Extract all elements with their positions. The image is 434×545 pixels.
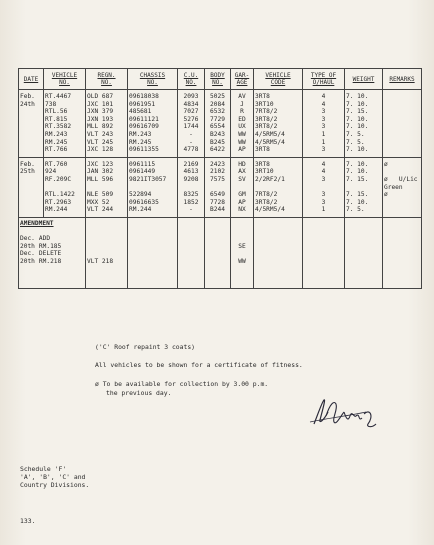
- cu-value: -: [189, 138, 193, 146]
- cell-cu: [178, 90, 205, 158]
- code-value: 7RT8/2: [255, 191, 278, 199]
- chassis-value: RM.245: [129, 138, 152, 146]
- chassis-value: 0961449: [129, 168, 156, 176]
- regn-value: NLE 509: [87, 191, 114, 199]
- type-value: 3: [321, 146, 326, 154]
- page-number: 133.: [20, 517, 36, 525]
- spacer: [87, 220, 126, 228]
- type-value: 3: [321, 175, 326, 183]
- garage-value: UX: [238, 123, 246, 131]
- remarks-value: ø: [384, 160, 388, 168]
- cell-amendment-type: [303, 217, 345, 288]
- regn-value: MXX 52: [87, 198, 110, 206]
- date-line: 25th: [20, 168, 35, 176]
- weight-value: 7. 5.: [346, 206, 365, 214]
- cell-regn: [86, 90, 128, 158]
- header-remarks: REMARKS: [383, 69, 422, 90]
- weight-value: 7. 5.: [346, 130, 365, 138]
- chassis-value: 9821IT3057: [129, 175, 167, 183]
- body-value: 2102: [210, 168, 225, 176]
- header-weight: WEIGHT: [345, 69, 383, 90]
- header-garage: GAR- AGE: [231, 69, 254, 90]
- header-cu: C.U. NO.: [178, 69, 205, 90]
- vehicle-value: RT.3582: [45, 123, 72, 131]
- body-value: B244: [210, 206, 225, 214]
- cell-amendment-weight: [345, 217, 383, 288]
- chassis-value: 09618038: [129, 93, 159, 100]
- header-date: DATE: [19, 69, 44, 90]
- cell-amendment-body: [205, 217, 231, 288]
- weight-value: 7. 10.: [346, 115, 369, 123]
- weight-value: 7. 10.: [346, 168, 369, 176]
- spacer: [20, 228, 84, 236]
- type-value: 3: [321, 115, 326, 123]
- vehicle-value: RTL.56: [45, 108, 68, 116]
- regn-value: JXN 193: [87, 115, 114, 123]
- signature: [308, 394, 378, 432]
- type-value: [304, 184, 343, 192]
- amendment-date: Dec.: [20, 250, 35, 258]
- note-collection-line2: the previous day.: [106, 389, 172, 397]
- cell-body: [205, 90, 231, 158]
- cell-vehicle: [44, 90, 86, 158]
- weight-value: 7. 15.: [346, 175, 369, 183]
- cell-garage: [231, 90, 254, 158]
- body-value: 2084: [210, 100, 225, 108]
- weight-value: 7. 10.: [346, 123, 369, 131]
- body-value: 7729: [210, 115, 225, 123]
- garage-value: SV: [238, 175, 246, 183]
- weight-value: 7. 10.: [346, 160, 369, 168]
- type-value: 3: [321, 123, 326, 131]
- vehicle-value: RTL.1422: [45, 191, 75, 199]
- amendment-garage: [232, 235, 252, 243]
- type-value: 4: [321, 100, 326, 108]
- garage-value: HD: [238, 160, 246, 168]
- garage-value: AX: [238, 168, 246, 176]
- remarks-value: [384, 101, 420, 109]
- vehicle-value: 738: [45, 100, 57, 108]
- body-value: 6532: [210, 108, 225, 116]
- schedule-footer: [20, 465, 89, 489]
- garage-value: AV: [238, 93, 246, 100]
- cell-body: [205, 157, 231, 217]
- cell-type: [303, 157, 345, 217]
- table-header-row: [19, 69, 422, 90]
- amendment-regn: [87, 243, 126, 251]
- weight-value: [346, 184, 381, 192]
- vehicle-value: RT.2963: [45, 198, 72, 206]
- cell-regn: [86, 157, 128, 217]
- remarks-value: ø: [384, 191, 388, 199]
- regn-value: JXC 123: [87, 160, 114, 168]
- amendment-garage: SE: [238, 242, 246, 250]
- remarks-value: [384, 146, 420, 154]
- weight-value: 7. 15.: [346, 191, 369, 199]
- remarks-value: [384, 206, 420, 214]
- cu-value: 5276: [183, 115, 199, 123]
- cu-value: 2093: [183, 93, 199, 100]
- chassis-value: 0961115: [129, 160, 156, 168]
- amendment-regn: VLT 218: [87, 257, 114, 265]
- cu-value: 4778: [183, 146, 199, 154]
- cell-chassis: [128, 90, 178, 158]
- cell-code: [254, 90, 303, 158]
- chassis-value: 0961951: [129, 100, 156, 108]
- cu-value: -: [189, 130, 193, 138]
- cell-code: [254, 157, 303, 217]
- regn-value: JAN 302: [87, 168, 114, 176]
- regn-value: MLL 892: [87, 123, 114, 131]
- amendment-line: [20, 258, 84, 266]
- cu-value: 4834: [183, 100, 199, 108]
- code-value: 3RT8/2: [255, 115, 278, 123]
- cell-amendment-cu: [178, 217, 205, 288]
- cell-weight: [345, 90, 383, 158]
- code-value: 3RT8/2: [255, 123, 278, 131]
- regn-value: MLL 596: [87, 175, 114, 183]
- body-value: 6549: [210, 191, 225, 199]
- vehicle-value: RT.4467: [45, 93, 72, 100]
- type-value: 3: [321, 191, 326, 199]
- vehicle-value: RF.209C: [45, 175, 72, 183]
- type-value: 1: [321, 206, 326, 214]
- body-value: 5025: [210, 93, 225, 100]
- vehicle-value: RM.244: [45, 206, 68, 214]
- regn-value: [87, 184, 126, 192]
- amendment-regn: [87, 235, 126, 243]
- cell-remarks: [383, 157, 422, 217]
- header-vehicle: VEHICLE NO.: [44, 69, 86, 90]
- cell-date: [19, 90, 44, 158]
- chassis-value: 522894: [129, 191, 152, 199]
- cell-amendment-chassis: [128, 217, 178, 288]
- garage-value: AP: [238, 146, 246, 154]
- regn-value: JXN 379: [87, 108, 114, 116]
- chassis-value: 09611355: [129, 146, 159, 154]
- header-type: TYPE OF O/HAUL: [303, 69, 345, 90]
- cell-garage: [231, 157, 254, 217]
- body-value: [206, 184, 229, 192]
- remarks-value: ø U/Lic: [384, 175, 418, 183]
- garage-value: ED: [238, 115, 246, 123]
- amendment-garage: [232, 250, 252, 258]
- cell-cu: [178, 157, 205, 217]
- date-line: Feb.: [20, 93, 35, 100]
- vehicle-value: RT.760: [45, 160, 68, 168]
- code-value: 4/5RM5/4: [255, 130, 285, 138]
- cell-vehicle: [44, 157, 86, 217]
- vehicle-schedule-table: [18, 68, 422, 289]
- amendment-vehicle: RM.218: [38, 257, 62, 265]
- cu-value: 7027: [183, 108, 199, 116]
- type-value: 1: [321, 130, 326, 138]
- cu-value: 9208: [183, 175, 199, 183]
- cu-value: [179, 184, 203, 192]
- remarks-value: [384, 116, 420, 124]
- remarks-value: [384, 108, 420, 116]
- footer-line-3: Country Divisions.: [20, 481, 90, 489]
- weight-value: 7. 10.: [346, 198, 369, 206]
- body-value: 7575: [210, 175, 225, 183]
- cu-value: -: [189, 206, 193, 214]
- chassis-value: 485681: [129, 108, 152, 116]
- header-regn: REGN. NO.: [86, 69, 128, 90]
- regn-value: OLD 687: [87, 93, 114, 100]
- vehicle-value: [45, 184, 84, 192]
- code-value: 2/2RF2/1: [255, 175, 285, 183]
- cu-value: 1852: [183, 198, 199, 206]
- chassis-value: RM.243: [129, 130, 152, 138]
- amendment-date: 20th: [20, 242, 35, 250]
- remarks-value: [384, 123, 420, 131]
- garage-value: GM: [238, 191, 246, 199]
- spacer: [87, 228, 126, 236]
- cell-type: [303, 90, 345, 158]
- cu-value: 1744: [183, 123, 199, 131]
- chassis-value: 09616709: [129, 123, 159, 131]
- cell-amendment: [19, 217, 86, 288]
- date-line: Feb.: [20, 160, 35, 168]
- note-roof-repaint: ('C' Roof repaint 3 coats): [95, 343, 196, 351]
- garage-value: AP: [238, 198, 246, 206]
- code-value: 3RT8: [255, 160, 270, 168]
- cell-amendment-code: [254, 217, 303, 288]
- regn-value: VLT 243: [87, 130, 114, 138]
- table-row-amendment: [19, 217, 422, 288]
- footer-line-2: 'A', 'B', 'C' and: [20, 473, 86, 481]
- vehicle-value: RT.766: [45, 146, 68, 154]
- table-row-group: [19, 90, 422, 158]
- regn-value: JXC 101: [87, 100, 114, 108]
- garage-value: R: [240, 108, 244, 116]
- amendment-vehicle: ADD: [38, 235, 51, 243]
- amendment-line: [20, 250, 84, 258]
- remarks-value: [384, 168, 420, 176]
- date-line: 24th: [20, 100, 35, 108]
- table-row-group: [19, 157, 422, 217]
- body-value: 6554: [210, 123, 225, 131]
- code-value: 7RT8/2: [255, 108, 278, 116]
- amendment-vehicle: DELETE: [38, 250, 62, 258]
- type-value: 4: [321, 168, 326, 176]
- cu-value: 4613: [183, 168, 199, 176]
- body-value: 7728: [210, 198, 225, 206]
- code-value: 3RT8: [255, 146, 270, 154]
- code-value: 4/5RM5/4: [255, 138, 285, 146]
- amendment-line: [20, 235, 84, 243]
- cell-weight: [345, 157, 383, 217]
- amendment-title: AMENDMENT: [20, 219, 54, 227]
- body-value: B243: [210, 130, 225, 138]
- vehicle-value: RT.815: [45, 115, 68, 123]
- cu-value: 2169: [183, 160, 199, 168]
- type-value: 4: [321, 160, 326, 168]
- spacer: [232, 220, 252, 228]
- note-fitness: All vehicles to be shown for a certificate of fitness.: [95, 361, 303, 369]
- vehicle-value: RM.245: [45, 138, 68, 146]
- regn-value: VLT 245: [87, 138, 114, 146]
- garage-value: J: [240, 100, 244, 108]
- cell-amendment-remarks: [383, 217, 422, 288]
- vehicle-value: 924: [45, 168, 57, 176]
- chassis-value: 09616635: [129, 198, 159, 206]
- garage-value: WW: [238, 138, 246, 146]
- cell-remarks: [383, 90, 422, 158]
- remarks-value: [384, 93, 420, 101]
- weight-value: 7. 5.: [346, 138, 365, 146]
- remarks-value: [384, 199, 420, 207]
- code-value: 3RT8: [255, 93, 270, 100]
- cell-date: [19, 157, 44, 217]
- amendment-date: Dec.: [20, 235, 35, 243]
- cell-amendment-regn: [86, 217, 128, 288]
- cu-value: 8325: [183, 191, 199, 199]
- garage-value: WW: [238, 130, 246, 138]
- header-code: VEHICLE CODE: [254, 69, 303, 90]
- amendment-regn: [87, 250, 126, 258]
- remarks-value: Green: [384, 183, 403, 191]
- spacer: [232, 228, 252, 236]
- footer-line-1: Schedule 'F': [20, 465, 67, 473]
- code-value: 4/5RM5/4: [255, 206, 285, 214]
- type-value: 4: [321, 93, 326, 100]
- header-body: BODY NO.: [205, 69, 231, 90]
- remarks-value: [384, 131, 420, 139]
- body-value: B245: [210, 138, 225, 146]
- chassis-value: [129, 184, 176, 192]
- code-value: [255, 184, 301, 192]
- body-value: 6422: [210, 146, 225, 154]
- cell-amendment-garage: [231, 217, 254, 288]
- weight-value: 7. 15.: [346, 108, 369, 116]
- garage-value: NX: [238, 206, 246, 214]
- weight-value: 7. 10.: [346, 146, 369, 154]
- code-value: 3RT10: [255, 100, 274, 108]
- amendment-line: [20, 243, 84, 251]
- code-value: 3RT10: [255, 168, 274, 176]
- regn-value: JXC 128: [87, 146, 114, 154]
- amendment-vehicle: RM.185: [38, 242, 62, 250]
- amendment-garage: WW: [238, 257, 246, 265]
- cell-chassis: [128, 157, 178, 217]
- vehicle-value: RM.243: [45, 130, 68, 138]
- note-collection-line1: ø To be available for collection by 3.00 p.m.: [95, 380, 269, 388]
- body-value: 2423: [210, 160, 225, 168]
- garage-value: [232, 184, 252, 192]
- remarks-value: [384, 139, 420, 147]
- weight-value: 7. 10.: [346, 100, 369, 108]
- weight-value: 7. 10.: [346, 93, 369, 100]
- regn-value: VLT 244: [87, 206, 114, 214]
- type-value: 1: [321, 138, 326, 146]
- type-value: 3: [321, 198, 326, 206]
- chassis-value: RM.244: [129, 206, 152, 214]
- amendment-date: 20th: [20, 257, 35, 265]
- type-value: 3: [321, 108, 326, 116]
- chassis-value: 09611121: [129, 115, 159, 123]
- code-value: 3RT8/2: [255, 198, 278, 206]
- header-chassis: CHASSIS NO.: [128, 69, 178, 90]
